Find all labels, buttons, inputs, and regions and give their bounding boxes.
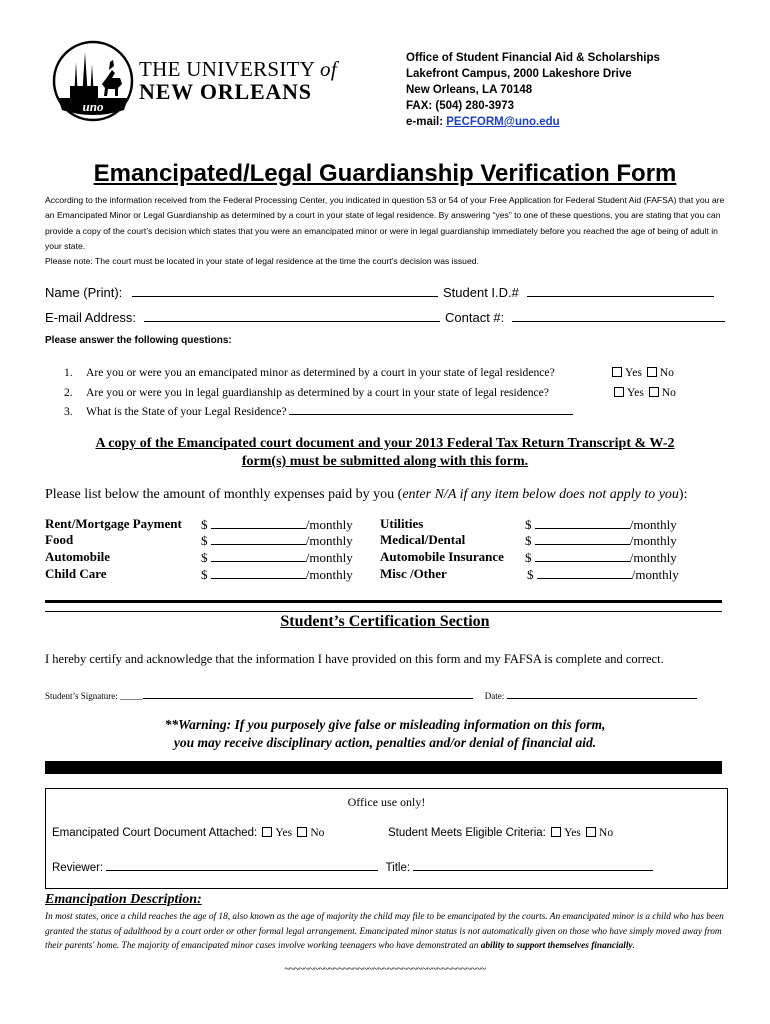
question-1-answer: Yes No bbox=[610, 366, 674, 379]
office-street: Lakefront Campus, 2000 Lakeshore Drive bbox=[406, 68, 632, 80]
expense-label-child-care: Child Care bbox=[45, 566, 107, 581]
expense-label-rent: Rent/Mortgage Payment bbox=[45, 516, 182, 531]
office-name: Office of Student Financial Aid & Scholarships bbox=[406, 52, 660, 64]
expense-food-amount[interactable]: $ /monthly bbox=[201, 533, 353, 548]
intro-note: Please note: The court must be located in your state of legal residence at the time the court’s decision was issued. bbox=[45, 256, 479, 267]
contact-input[interactable] bbox=[512, 308, 725, 322]
expense-label-misc: Misc /Other bbox=[380, 566, 447, 581]
expense-utilities-amount[interactable]: $ /monthly bbox=[525, 517, 677, 532]
student-id-label: Student I.D.# bbox=[443, 285, 519, 300]
criteria-no-checkbox[interactable] bbox=[586, 827, 596, 837]
black-divider-bar bbox=[45, 761, 722, 774]
expense-label-automobile: Automobile bbox=[45, 549, 110, 564]
student-id-row bbox=[443, 283, 714, 300]
email-row bbox=[45, 308, 440, 325]
warning-text: **Warning: If you purposely give false or misleading information on this form, you may receive disciplinary action, penalties and/or denial of financial aid. bbox=[164, 717, 606, 750]
form-title: Emancipated/Legal Guardianship Verification Form bbox=[93, 160, 677, 187]
date-input[interactable] bbox=[507, 689, 697, 699]
questions-heading: Please answer the following questions: bbox=[45, 335, 232, 346]
state-residence-input[interactable] bbox=[289, 403, 573, 415]
document-submission-note: A copy of the Emancipated court document and your 2013 Federal Tax Return Transcript & W-2 form(s) must be submitted along with this form. bbox=[95, 436, 675, 469]
date-label: Date: bbox=[484, 691, 505, 701]
eligible-criteria-row: Student Meets Eligible Criteria: Yes No bbox=[388, 827, 614, 839]
q1-yes-checkbox[interactable] bbox=[612, 367, 622, 377]
question-3: 3. What is the State of your Legal Residence? bbox=[64, 403, 573, 418]
office-use-box bbox=[45, 788, 728, 889]
certification-title: Student’s Certification Section bbox=[280, 613, 490, 630]
contact-row bbox=[445, 308, 725, 325]
q2-no-checkbox[interactable] bbox=[649, 387, 659, 397]
criteria-yes-checkbox[interactable] bbox=[551, 827, 561, 837]
signature-label: Student’s Signature: _____ bbox=[45, 691, 143, 701]
expense-child-care-amount[interactable]: $ /monthly bbox=[201, 567, 353, 582]
office-use-heading: Office use only! bbox=[347, 795, 426, 809]
expense-label-medical: Medical/Dental bbox=[380, 532, 466, 547]
university-name-line2: NEW ORLEANS bbox=[139, 79, 312, 104]
expenses-intro: Please list below the amount of monthly expenses paid by you (enter N/A if any item below does not apply to you): bbox=[45, 487, 688, 502]
expense-rent-amount[interactable]: $ /monthly bbox=[201, 517, 353, 532]
signature-row bbox=[45, 689, 697, 701]
name-input[interactable] bbox=[132, 283, 438, 297]
court-doc-no-checkbox[interactable] bbox=[297, 827, 307, 837]
question-2: 2. Are you or were you in legal guardianship as determined by a court in your state of legal residence? bbox=[64, 386, 549, 399]
question-1: 1. Are you or were you an emancipated minor as determined by a court in your state of legal residence? bbox=[64, 366, 555, 379]
expense-label-utilities: Utilities bbox=[380, 516, 424, 531]
university-name-line1: THE UNIVERSITY of bbox=[139, 57, 337, 81]
reviewer-label: Reviewer: bbox=[52, 862, 104, 874]
certification-text: I hereby certify and acknowledge that the information I have provided on this form and my FAFSA is complete and correct. bbox=[45, 652, 664, 666]
expense-medical-amount[interactable]: $ /monthly bbox=[525, 533, 677, 548]
reviewer-input[interactable] bbox=[106, 859, 378, 871]
q1-no-checkbox[interactable] bbox=[647, 367, 657, 377]
tilde-divider: ~~~~~~~~~~~~~~~~~~~~~~~~~~~~~~~~~~~~~~~~~ bbox=[284, 964, 486, 975]
name-row bbox=[45, 283, 438, 300]
title-label: Title: bbox=[385, 862, 411, 874]
section-divider bbox=[45, 600, 722, 612]
email-link[interactable]: PECFORM@uno.edu bbox=[446, 116, 560, 128]
svg-text:uno: uno bbox=[82, 99, 104, 114]
q2-yes-checkbox[interactable] bbox=[614, 387, 624, 397]
court-doc-row: Emancipated Court Document Attached: Yes No bbox=[52, 827, 325, 839]
signature-input[interactable] bbox=[143, 689, 473, 699]
intro-text bbox=[45, 193, 730, 269]
emancipation-title: Emancipation Description: bbox=[45, 892, 202, 907]
expense-automobile-amount[interactable]: $ /monthly bbox=[201, 550, 353, 565]
title-input[interactable] bbox=[413, 859, 653, 871]
office-address-block bbox=[406, 50, 660, 130]
expense-label-auto-insurance: Automobile Insurance bbox=[380, 549, 504, 564]
office-email-line: e-mail: PECFORM@uno.edu bbox=[406, 116, 560, 128]
emancipation-description: In most states, once a child reaches the age of 18, also known as the age of majority the child may file to be emancipated by the courts. An emancipated minor is a child who has been granted the status of adulthood by a court order or other formal legal arrangement. Emancipated minor status is not automatically given on those who have simply moved away from their parents' home. The majority of emancipated minor cases involve working teenagers who have demonstrated an ability to support themselves financially. bbox=[45, 912, 724, 952]
question-2-answer: Yes No bbox=[612, 386, 676, 399]
office-fax: FAX: (504) 280-3973 bbox=[406, 100, 515, 112]
email-label: E-mail Address: bbox=[45, 310, 137, 325]
office-city: New Orleans, LA 70148 bbox=[406, 84, 533, 96]
name-label: Name (Print): bbox=[45, 285, 123, 300]
intro-paragraph: According to the information received from the Federal Processing Center, you indicated in question 53 or 54 of your Free Application for Federal Student Aid (FAFSA) that you are an Emancipated Minor or Legal Guardianship as determined by a court in your state of legal residence. By answering “yes” to one of these questions, you are stating that you can provide a copy of the court’s decision which states that you were an emancipated minor or were in legal guardianship immediately before you reached the age of being of adult in your state. bbox=[45, 195, 725, 251]
expense-misc-amount[interactable]: $ /monthly bbox=[527, 567, 679, 582]
student-id-input[interactable] bbox=[527, 283, 714, 297]
reviewer-row bbox=[52, 859, 653, 874]
uno-logo-emblem bbox=[52, 40, 134, 122]
court-doc-yes-checkbox[interactable] bbox=[262, 827, 272, 837]
contact-label: Contact #: bbox=[445, 310, 505, 325]
expense-auto-insurance-amount[interactable]: $ /monthly bbox=[525, 550, 677, 565]
expense-label-food: Food bbox=[45, 532, 74, 547]
email-input[interactable] bbox=[144, 308, 440, 322]
